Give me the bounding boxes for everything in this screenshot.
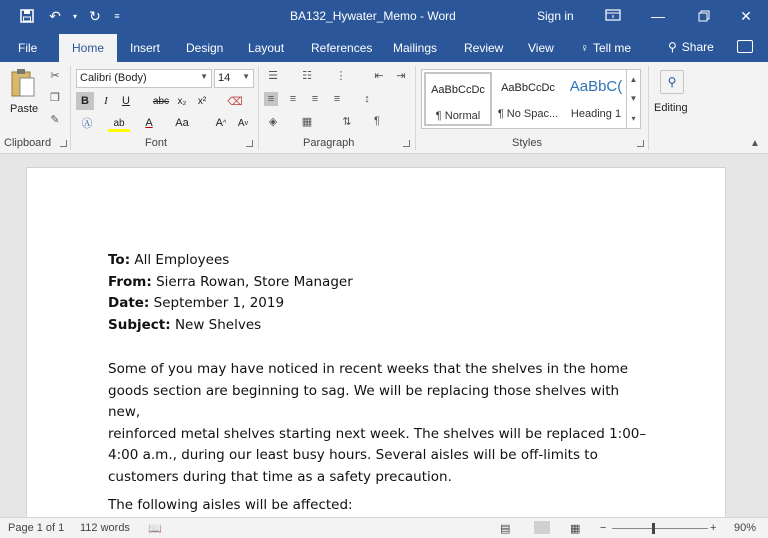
tab-mailings[interactable]: Mailings — [393, 41, 438, 55]
proofing-icon[interactable]: 📖 — [148, 523, 162, 535]
align-center-icon[interactable]: ≡ — [289, 93, 297, 105]
style-no-spacing[interactable] — [494, 72, 562, 126]
body-paragraph — [108, 359, 648, 488]
group-divider — [648, 66, 649, 150]
bold-button[interactable]: B — [76, 92, 94, 110]
shading-icon[interactable]: ◈ — [268, 115, 278, 128]
style-name: ¶ Normal — [435, 110, 481, 122]
body-line: reinforced metal shelves starting next week. The shelves will be replaced 1:00– — [108, 425, 647, 442]
body-line: customers during that time as a safety precaution. — [108, 468, 452, 485]
styles-launcher-icon[interactable] — [637, 140, 644, 147]
font-size-input[interactable] — [214, 69, 254, 88]
memo-from-value: Sierra Rowan, Store Manager — [156, 273, 353, 290]
collapse-ribbon-icon[interactable]: ▲ — [750, 138, 760, 149]
document-body[interactable] — [108, 250, 648, 517]
multilevel-list-icon[interactable]: ⋮ — [335, 69, 347, 82]
chevron-up-icon[interactable]: ▲ — [629, 75, 638, 85]
bullets-icon[interactable]: ☰ — [268, 69, 278, 82]
highlight-color-icon[interactable]: ab — [108, 114, 130, 132]
memo-subject-label: Subject: — [108, 316, 171, 333]
font-launcher-icon[interactable] — [246, 140, 253, 147]
style-heading-1[interactable] — [562, 72, 630, 126]
print-layout-icon[interactable] — [534, 521, 550, 534]
undo-icon[interactable]: ↶ — [49, 7, 61, 24]
memo-date-value: September 1, 2019 — [153, 295, 285, 311]
style-sample: AaBbC( — [569, 78, 623, 95]
style-sample: AaBbCcDc — [431, 84, 485, 96]
ribbon — [0, 62, 768, 154]
clipboard-launcher-icon[interactable] — [60, 140, 67, 147]
memo-subject-line — [108, 315, 648, 337]
shrink-font-icon[interactable]: A v — [237, 117, 249, 129]
style-name: ¶ No Spac... — [497, 108, 559, 120]
clear-formatting-icon[interactable]: ⌫ — [227, 95, 243, 108]
save-icon[interactable] — [14, 3, 40, 29]
paragraph-launcher-icon[interactable] — [403, 140, 410, 147]
font-name-value: Calibri (Body) — [80, 72, 147, 84]
format-painter-icon[interactable]: ✎ — [50, 113, 60, 126]
body-line: Some of you may have noticed in recent weeks that the shelves in the home — [108, 361, 629, 377]
tell-me-label: Tell me — [593, 41, 632, 55]
lightbulb-icon: ♀ — [580, 41, 589, 55]
group-divider — [70, 66, 71, 150]
increase-indent-icon[interactable]: ⇥ — [396, 69, 406, 82]
tab-layout[interactable]: Layout — [248, 41, 285, 55]
body-line: 4:00 a.m., during our least busy hours. Several aisles will be off-limits to — [108, 447, 598, 463]
aisles-intro: The following aisles will be affected: — [108, 497, 353, 513]
chevron-down-icon: ▼ — [242, 72, 250, 81]
zoom-slider[interactable] — [612, 528, 708, 529]
undo-dropdown-icon[interactable]: ▾ — [72, 11, 77, 21]
show-formatting-icon[interactable]: ¶ — [374, 115, 380, 127]
person-icon: ⚲ — [668, 40, 677, 54]
cut-icon[interactable]: ✂ — [50, 69, 60, 82]
font-size-value: 14 — [218, 72, 231, 84]
copy-icon[interactable]: ❐ — [50, 91, 60, 104]
style-normal[interactable] — [424, 72, 492, 126]
status-bar — [0, 517, 768, 538]
memo-date-label: Date: — [108, 295, 150, 311]
grow-font-icon[interactable]: A ^ — [215, 117, 227, 129]
customize-qat-icon[interactable]: ≡ — [114, 11, 120, 21]
chevron-down-icon: ▼ — [200, 72, 208, 81]
paste-button[interactable]: Paste — [10, 103, 39, 115]
document-page[interactable] — [26, 167, 726, 517]
zoom-slider-thumb[interactable] — [652, 523, 655, 534]
font-name-input[interactable] — [76, 69, 212, 88]
body-line: goods section are beginning to sag. We will be replacing those shelves with new, — [108, 382, 620, 420]
ribbon-tabs — [0, 32, 768, 62]
underline-button[interactable]: U — [122, 95, 130, 107]
page-count[interactable]: Page 1 of 1 — [8, 522, 65, 534]
memo-from-line — [108, 272, 648, 294]
paste-icon[interactable] — [10, 68, 36, 98]
tab-review[interactable]: Review — [464, 41, 504, 55]
borders-icon[interactable]: ▦ — [301, 115, 313, 128]
memo-date-line — [108, 293, 648, 315]
clipboard-group-label: Clipboard — [4, 137, 52, 149]
styles-group-label: Styles — [512, 137, 542, 149]
document-area[interactable] — [0, 154, 768, 517]
title-bar — [0, 0, 768, 32]
subscript-button[interactable]: x₂ — [177, 95, 187, 107]
align-right-icon[interactable]: ≡ — [311, 93, 319, 105]
more-styles-icon[interactable]: ▾ — [631, 113, 636, 123]
group-divider — [258, 66, 259, 150]
read-mode-icon[interactable]: ▤ — [500, 523, 511, 535]
minimize-icon[interactable]: — — [651, 8, 665, 24]
group-divider — [415, 66, 416, 150]
tab-references[interactable]: References — [311, 41, 373, 55]
change-case-button[interactable]: Aa — [175, 117, 189, 129]
share-label: Share — [681, 40, 714, 54]
word-count[interactable]: 112 words — [80, 522, 130, 534]
font-group-label: Font — [145, 137, 168, 149]
italic-button[interactable]: I — [104, 95, 108, 107]
memo-to-label: To: — [108, 252, 131, 268]
close-icon[interactable]: ✕ — [740, 7, 752, 24]
decrease-indent-icon[interactable]: ⇤ — [374, 69, 384, 82]
style-sample: AaBbCcDc — [501, 82, 555, 94]
memo-from-label: From: — [108, 273, 152, 290]
search-icon[interactable]: ⚲ — [660, 70, 684, 94]
tab-home[interactable]: Home — [59, 34, 117, 62]
memo-to-line — [108, 250, 648, 272]
web-layout-icon[interactable]: ▦ — [570, 523, 581, 535]
zoom-in-icon[interactable]: + — [710, 522, 717, 534]
memo-subject-value: New Shelves — [174, 316, 262, 333]
tab-file[interactable]: File — [18, 41, 38, 55]
sort-icon[interactable]: ⇅ — [342, 115, 352, 128]
styles-scrollbar[interactable] — [626, 70, 640, 128]
numbering-icon[interactable]: ☷ — [302, 69, 312, 82]
ribbon-display-options-icon[interactable] — [604, 6, 622, 24]
quick-access-toolbar — [14, 0, 124, 32]
tab-insert[interactable]: Insert — [130, 41, 161, 55]
line-spacing-icon[interactable]: ↕ — [364, 93, 370, 105]
restore-icon[interactable] — [684, 0, 724, 32]
sign-in-link[interactable]: Sign in — [537, 9, 574, 23]
zoom-out-icon[interactable]: − — [600, 522, 607, 534]
styles-gallery — [421, 69, 641, 129]
strikethrough-button[interactable]: abc — [152, 95, 170, 107]
chevron-down-icon[interactable]: ▼ — [629, 94, 638, 104]
share-button[interactable] — [668, 40, 714, 54]
justify-icon[interactable]: ≡ — [333, 93, 341, 105]
align-left-icon[interactable]: ≡ — [264, 92, 278, 106]
paragraph-group-label: Paragraph — [303, 137, 355, 149]
zoom-level[interactable]: 90% — [734, 522, 757, 534]
comments-icon[interactable] — [737, 40, 753, 53]
editing-button[interactable]: Editing — [654, 102, 688, 114]
redo-icon[interactable]: ↻ — [89, 7, 101, 24]
memo-to-value: All Employees — [134, 252, 230, 268]
window-title: BA132_Hywater_Memo - Word — [290, 9, 456, 23]
text-effects-icon[interactable]: Ⓐ — [81, 118, 93, 130]
style-name: Heading 1 — [570, 108, 622, 120]
tab-view[interactable]: View — [528, 41, 554, 55]
tell-me-box[interactable] — [580, 41, 631, 55]
superscript-button[interactable]: x² — [197, 95, 207, 107]
font-color-icon[interactable]: A — [145, 117, 153, 129]
tab-design[interactable]: Design — [186, 41, 224, 55]
